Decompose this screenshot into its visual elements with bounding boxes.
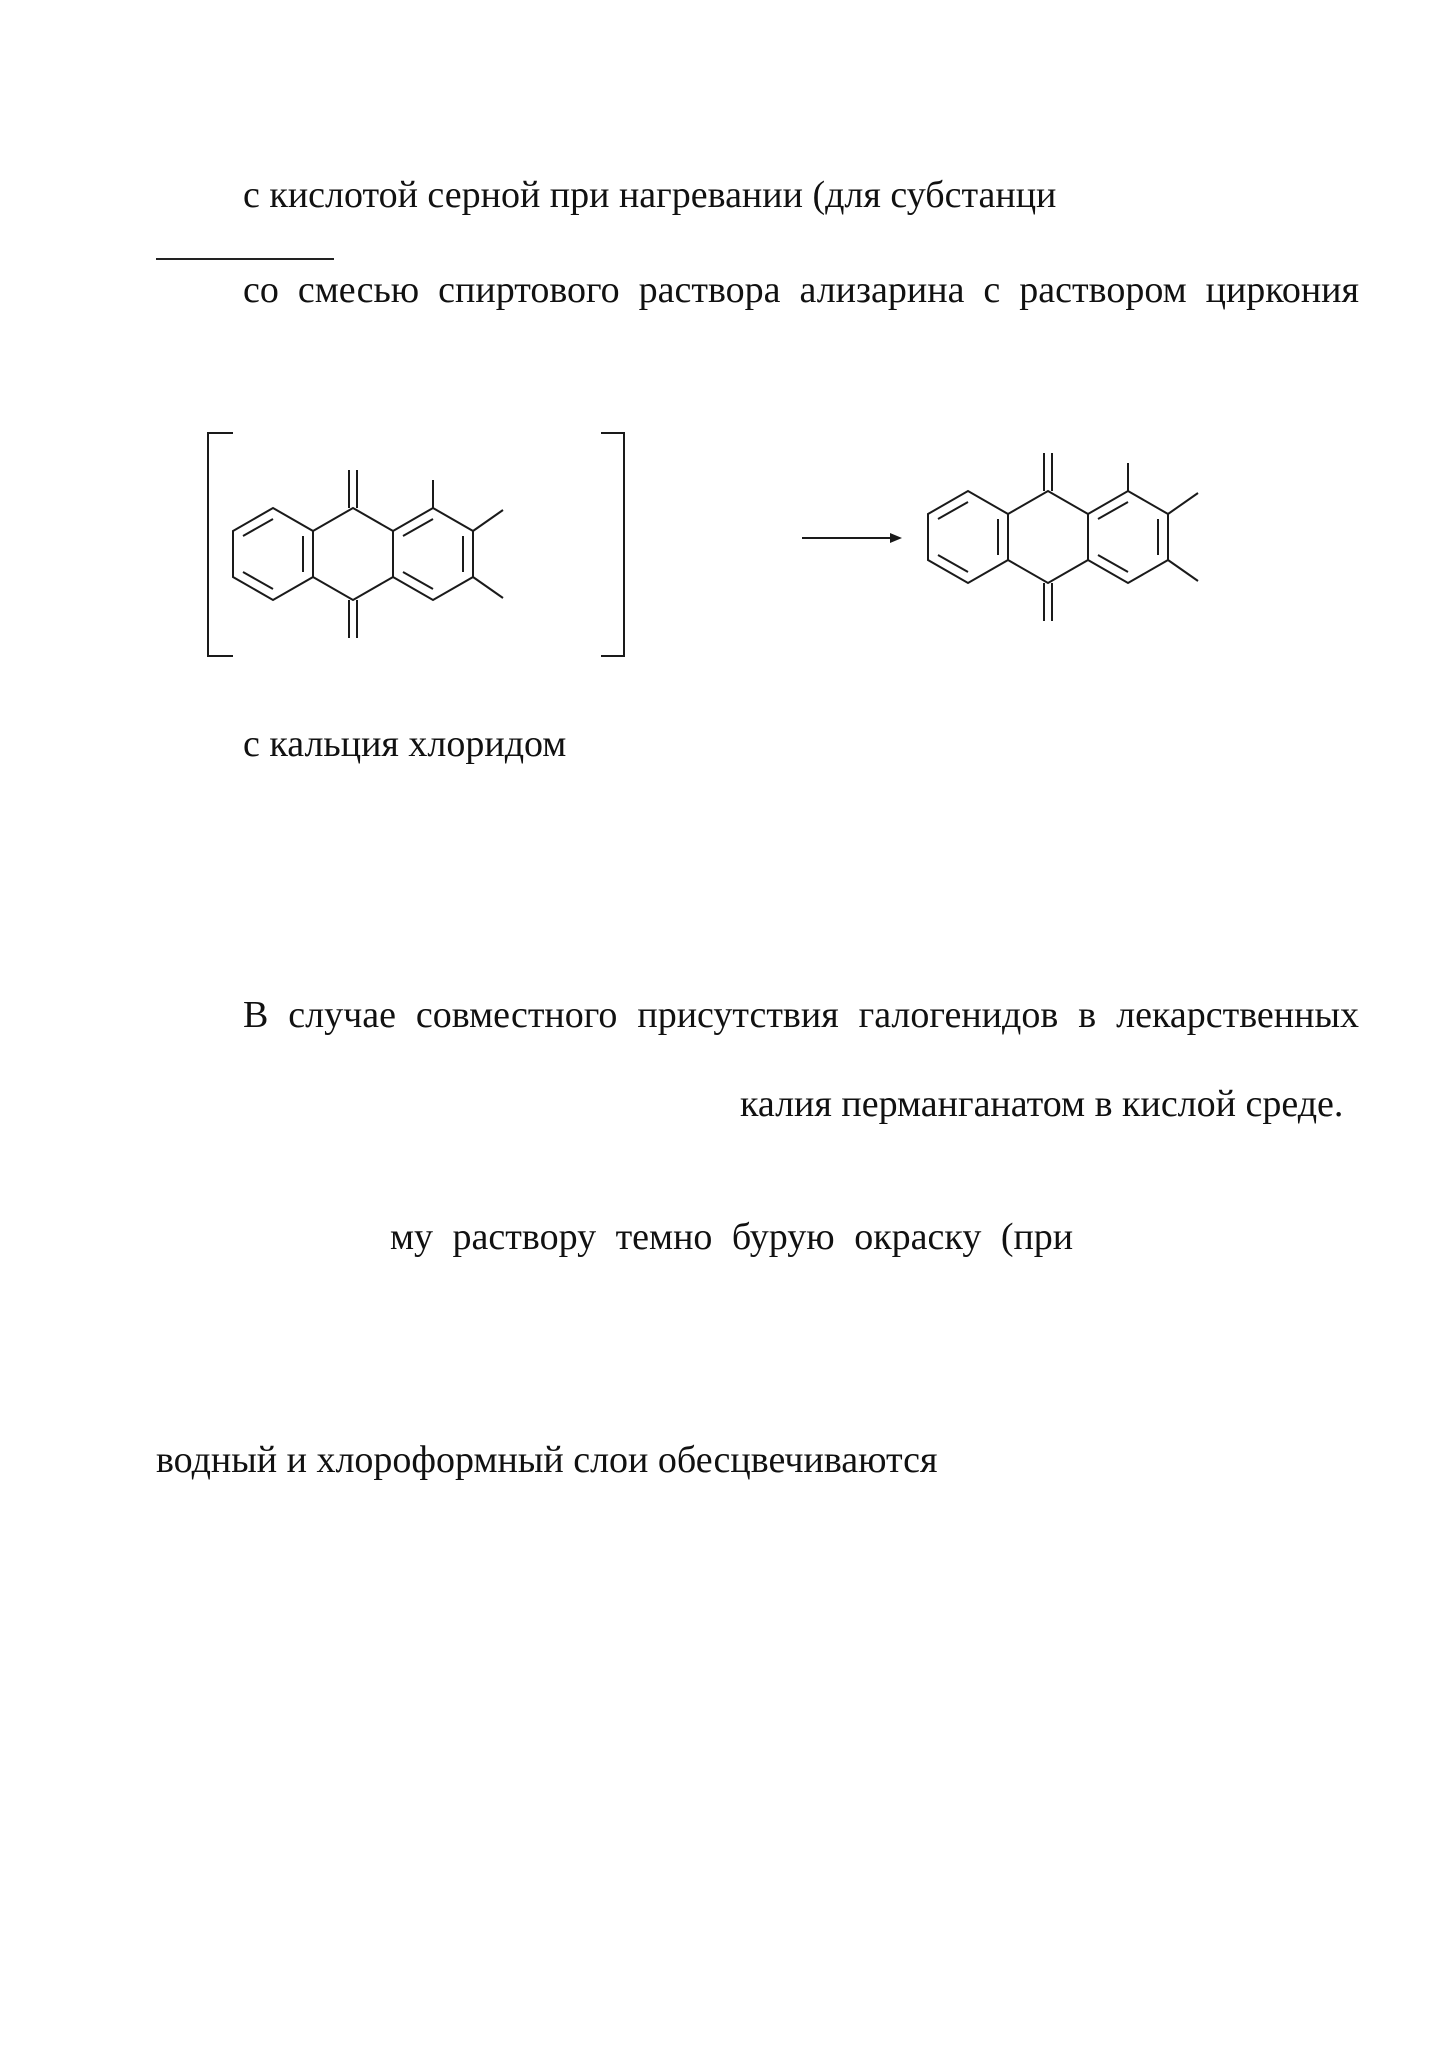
footnote-rule xyxy=(156,258,334,260)
text-line-3: с кальция хлоридом xyxy=(243,723,567,765)
text-line-6: му раствору темно бурую окраску (при xyxy=(390,1216,1074,1258)
bracket-left xyxy=(208,433,233,656)
text-line-1: с кислотой серной при нагревании (для субстанци xyxy=(243,174,1057,216)
text-line-5: калия перманганатом в кислой среде. xyxy=(740,1083,1344,1125)
structure-product xyxy=(928,453,1198,621)
reaction-scheme xyxy=(0,400,1449,700)
structure-reactant xyxy=(233,470,503,638)
text-line-7: водный и хлороформный слои обесцвечиваются xyxy=(156,1439,938,1481)
text-line-2: со смесью спиртового раствора ализарина с раствором циркония xyxy=(243,269,1359,311)
bracket-right xyxy=(601,433,624,656)
text-line-4: В случае совместного присутствия галогенидов в лекарственных xyxy=(243,994,1359,1036)
